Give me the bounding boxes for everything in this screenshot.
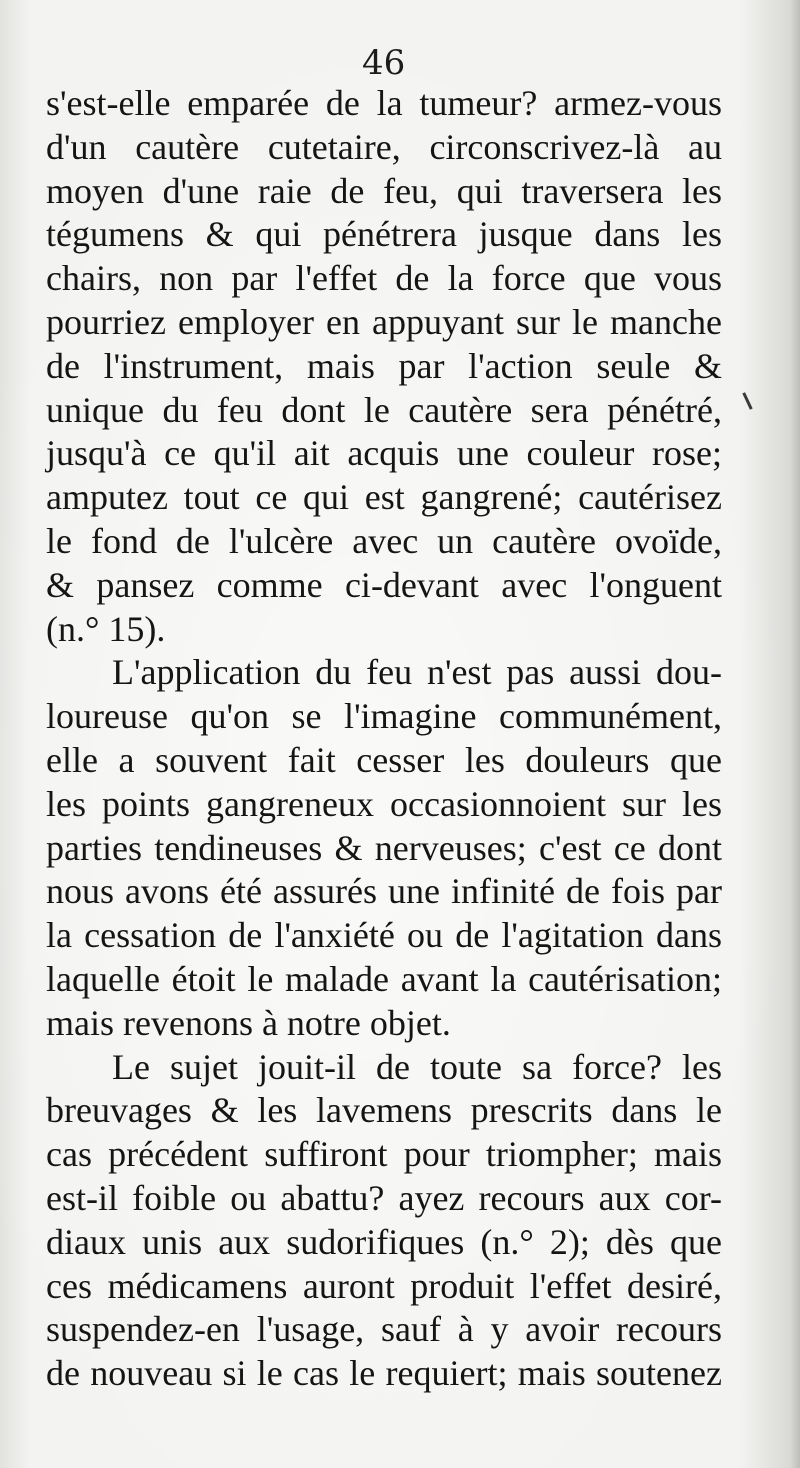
text-line: breuvages & les lavemens prescrits dans le: [46, 1090, 722, 1131]
text-line: ces médicamens auront produit l'effet desiré,: [46, 1265, 722, 1306]
paragraph-2: [46, 651, 722, 1045]
text-line: le fond de l'ulcère avec un cautère ovoïde,: [46, 520, 722, 561]
text-line: la cessation de l'anxiété ou de l'agitation dans: [46, 915, 722, 956]
text-line: de nouveau si le cas le requiert; mais soutenez: [46, 1353, 722, 1394]
text-line: (n.° 15).: [46, 608, 166, 649]
body-text: [46, 82, 722, 1396]
text-line: est-il foible ou abattu? ayez recours aux cor-: [46, 1177, 722, 1218]
text-line: nous avons été assurés une infinité de fois par: [46, 871, 722, 912]
text-line: tégumens & qui pénétrera jusque dans les: [46, 214, 722, 255]
text-line: & pansez comme ci-devant avec l'onguent: [46, 564, 722, 605]
page-number: 46: [362, 43, 406, 83]
text-line: amputez tout ce qui est gangrené; cautérisez: [46, 477, 722, 518]
paragraph-1: [46, 82, 722, 651]
text-line: laquelle étoit le malade avant la cautérisation;: [46, 958, 722, 999]
text-line: s'est-elle emparée de la tumeur? armez-vous: [46, 83, 722, 123]
text-line: moyen d'une raie de feu, qui traversera les: [46, 170, 722, 211]
text-line: suspendez-en l'usage, sauf à y avoir recours: [46, 1309, 722, 1350]
text-line: pourriez employer en appuyant sur le manche: [46, 301, 722, 342]
text-line: de l'instrument, mais par l'action seule &: [46, 345, 722, 386]
text-line: Le sujet jouit-il de toute sa force? les: [112, 1046, 722, 1087]
text-line: d'un cautère cutetaire, circonscrivez-là au: [46, 126, 722, 167]
text-line: L'application du feu n'est pas aussi dou-: [112, 652, 722, 693]
text-line: les points gangreneux occasionnoient sur les: [46, 783, 722, 824]
text-line: parties tendineuses & nerveuses; c'est ce dont: [46, 827, 722, 868]
text-line: chairs, non par l'effet de la force que vous: [46, 258, 722, 299]
paragraph-3: [46, 1046, 722, 1396]
ink-mark: [742, 392, 752, 410]
text-line: elle a souvent fait cesser les douleurs que: [46, 739, 722, 780]
text-line: diaux unis aux sudorifiques (n.° 2); dès que: [46, 1221, 722, 1262]
text-line: mais revenons à notre objet.: [46, 1002, 451, 1043]
text-line: jusqu'à ce qu'il ait acquis une couleur rose;: [46, 433, 722, 474]
text-line: loureuse qu'on se l'imagine communément,: [46, 696, 722, 737]
text-line: unique du feu dont le cautère sera pénétré,: [46, 389, 722, 430]
text-line: cas précédent suffiront pour triompher; mais: [46, 1134, 722, 1175]
